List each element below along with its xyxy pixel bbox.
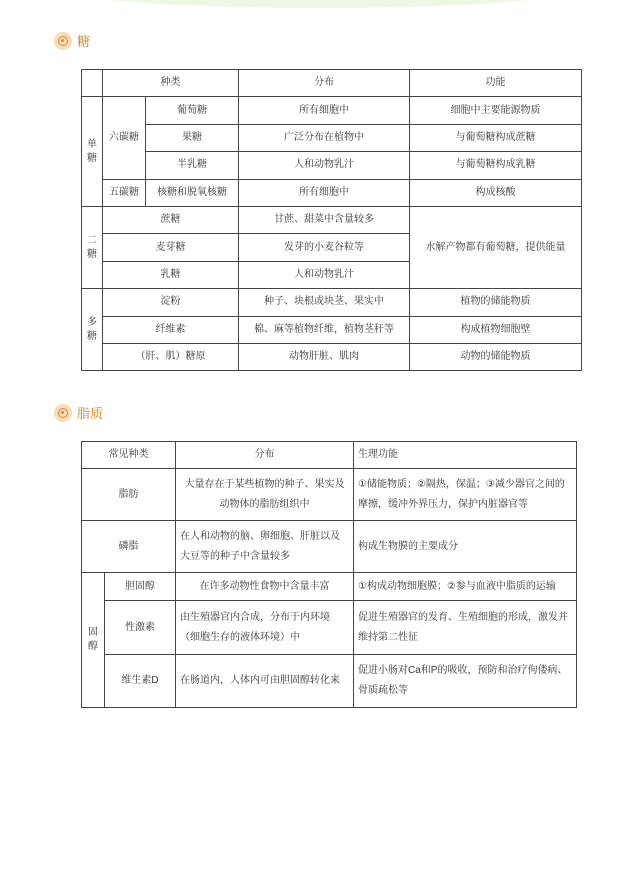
lipid-name: 磷脂 (82, 521, 176, 573)
pentose-label: 五碳糖 (103, 179, 146, 206)
sugar-function: 动物的储能物质 (410, 343, 582, 370)
sugar-function: 细胞中主要能源物质 (410, 97, 582, 124)
table-row (82, 655, 577, 708)
table-header-row (82, 442, 577, 469)
section-icon (54, 32, 72, 50)
table-row (82, 206, 582, 233)
sugar-function: 植物的储能物质 (410, 289, 582, 316)
polysaccharide-label: 多 糖 (82, 289, 103, 371)
lipid-distribution: 在肠道内，人体内可由胆固醇转化来 (176, 655, 354, 708)
sugar-name: （肝、肌）糖原 (103, 343, 239, 370)
sugar-function: 构成核酸 (410, 179, 582, 206)
lipid-distribution: 大量存在于某些植物的种子、果实及动物体的脂肪组织中 (176, 469, 354, 521)
sugar-function: 水解产物都有葡萄糖，提供能量 (410, 206, 582, 288)
section-icon (54, 404, 72, 422)
sugar-distribution: 甘蔗、甜菜中含量较多 (239, 206, 410, 233)
table-row (82, 152, 582, 179)
lipid-table (81, 441, 577, 708)
header-cell: 种类 (103, 70, 239, 97)
sugar-distribution: 人和动物乳汁 (239, 152, 410, 179)
sugar-distribution: 发芽的小麦谷粒等 (239, 234, 410, 261)
table-row (82, 469, 577, 521)
sugar-name: 纤维素 (103, 316, 239, 343)
sugar-section-header (54, 31, 90, 50)
sterol-label: 固 醇 (82, 573, 105, 708)
lipid-function: ①储能物质；②隔热，保温；③减少器官之间的摩擦，缓冲外界压力，保护内脏器官等 (354, 469, 577, 521)
lipid-name: 脂肪 (82, 469, 176, 521)
sugar-name: 葡萄糖 (146, 97, 239, 124)
header-cell: 生理功能 (354, 442, 577, 469)
header-cell: 分布 (239, 70, 410, 97)
sugar-distribution: 所有细胞中 (239, 97, 410, 124)
sugar-name: 麦芽糖 (103, 234, 239, 261)
table-row (82, 573, 577, 601)
sugar-function: 与葡萄糖构成乳糖 (410, 152, 582, 179)
header-cell: 功能 (410, 70, 582, 97)
sugar-distribution: 棉、麻等植物纤维，植物茎秆等 (239, 316, 410, 343)
table-row (82, 179, 582, 206)
sugar-table (81, 69, 582, 371)
header-cell: 分布 (176, 442, 354, 469)
sugar-distribution: 动物肝脏、肌肉 (239, 343, 410, 370)
lipid-name: 胆固醇 (105, 573, 176, 601)
sugar-name: 乳糖 (103, 261, 239, 288)
sugar-name: 果糖 (146, 124, 239, 151)
lipid-function: 促进生殖器官的发育、生殖细胞的形成，激发并维持第二性征 (354, 601, 577, 655)
sugar-distribution: 所有细胞中 (239, 179, 410, 206)
lipid-function: 构成生物膜的主要成分 (354, 521, 577, 573)
table-row (82, 601, 577, 655)
sugar-name: 蔗糖 (103, 206, 239, 233)
sugar-function: 与葡萄糖构成蔗糖 (410, 124, 582, 151)
hexose-label: 六碳糖 (103, 97, 146, 179)
table-row (82, 343, 582, 370)
sugar-distribution: 人和动物乳汁 (239, 261, 410, 288)
sugar-distribution: 广泛分布在植物中 (239, 124, 410, 151)
table-header-row (82, 70, 582, 97)
corner-cell (82, 70, 103, 97)
header-cell: 常见种类 (82, 442, 176, 469)
sugar-distribution: 种子、块根或块茎、果实中 (239, 289, 410, 316)
lipid-function: 促进小肠对Ca和P的吸收，预防和治疗佝偻病、骨质疏松等 (354, 655, 577, 708)
top-decorative-band (40, 0, 600, 8)
lipid-section-title: 脂质 (77, 406, 104, 421)
lipid-distribution: 由生殖器官内合成，分布于内环境（细胞生存的液体环境）中 (176, 601, 354, 655)
sugar-name: 半乳糖 (146, 152, 239, 179)
lipid-name: 性激素 (105, 601, 176, 655)
lipid-section-header (54, 403, 103, 422)
monosaccharide-label: 单 糖 (82, 97, 103, 207)
sugar-section-title: 糖 (77, 34, 91, 49)
lipid-distribution: 在人和动物的脑、卵细胞、肝脏以及大豆等的种子中含量较多 (176, 521, 354, 573)
sugar-function: 构成植物细胞壁 (410, 316, 582, 343)
lipid-name: 维生素D (105, 655, 176, 708)
sugar-name: 核糖和脱氧核糖 (146, 179, 239, 206)
sugar-name: 淀粉 (103, 289, 239, 316)
table-row (82, 97, 582, 124)
lipid-distribution: 在许多动物性食物中含量丰富 (176, 573, 354, 601)
lipid-function: ①构成动物细胞膜；②参与血液中脂质的运输 (354, 573, 577, 601)
table-row (82, 521, 577, 573)
table-row (82, 289, 582, 316)
table-row (82, 124, 582, 151)
disaccharide-label: 二 糖 (82, 206, 103, 288)
table-row (82, 316, 582, 343)
